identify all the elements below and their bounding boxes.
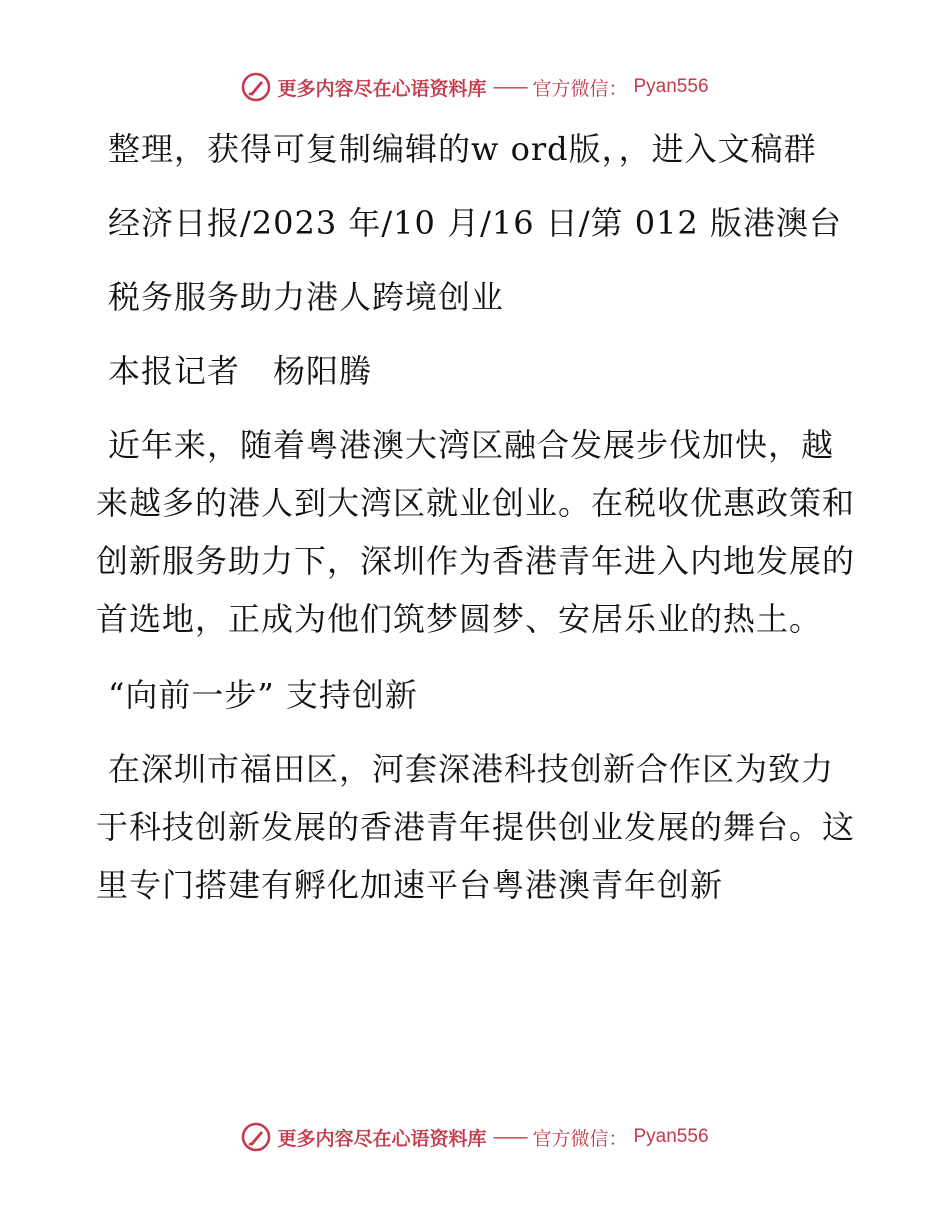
watermark-wechat-id: Pyan556: [633, 1126, 709, 1147]
watermark-header: [0, 72, 950, 102]
watermark-tail-text: 官方微信：: [532, 77, 628, 100]
article-headline: 税务服务助力港人跨境创业: [108, 278, 505, 316]
watermark-dash: ——: [492, 76, 527, 98]
watermark-dash: ——: [492, 1126, 527, 1148]
article-byline: 本报记者 杨阳腾: [108, 352, 373, 390]
body-paragraph: 在深圳市福田区，河套深港科技创新合作区为致力于科技创新发展的香港青年提供创业发展的舞台。这里专门搭建有孵化加速平台粤港澳青年创新: [96, 750, 856, 904]
document-body: [96, 120, 856, 932]
quill-pen-logo-icon: [241, 72, 271, 102]
source-line: 经济日报/2023 年/10 月/16 日/第 012 版港澳台: [108, 204, 842, 242]
intro-line: 整理，获得可复制编辑的w ord版，，进入文稿群: [108, 130, 817, 168]
watermark-footer: [0, 1122, 950, 1152]
watermark-tail-text: 官方微信：: [532, 1127, 628, 1150]
watermark-wechat-id: Pyan556: [633, 76, 709, 97]
section-subheading: “向前一步” 支持创新: [108, 676, 418, 714]
watermark-lead-text: 更多内容尽在心语资料库: [277, 1127, 487, 1150]
quill-pen-logo-icon: [241, 1122, 271, 1152]
body-paragraph: 近年来，随着粤港澳大湾区融合发展步伐加快，越来越多的港人到大湾区就业创业。在税收优惠政策和创新服务助力下，深圳作为香港青年进入内地发展的首选地，正成为他们筑梦圆梦、安居乐业的热土。: [96, 426, 856, 638]
watermark-lead-text: 更多内容尽在心语资料库: [277, 77, 487, 100]
